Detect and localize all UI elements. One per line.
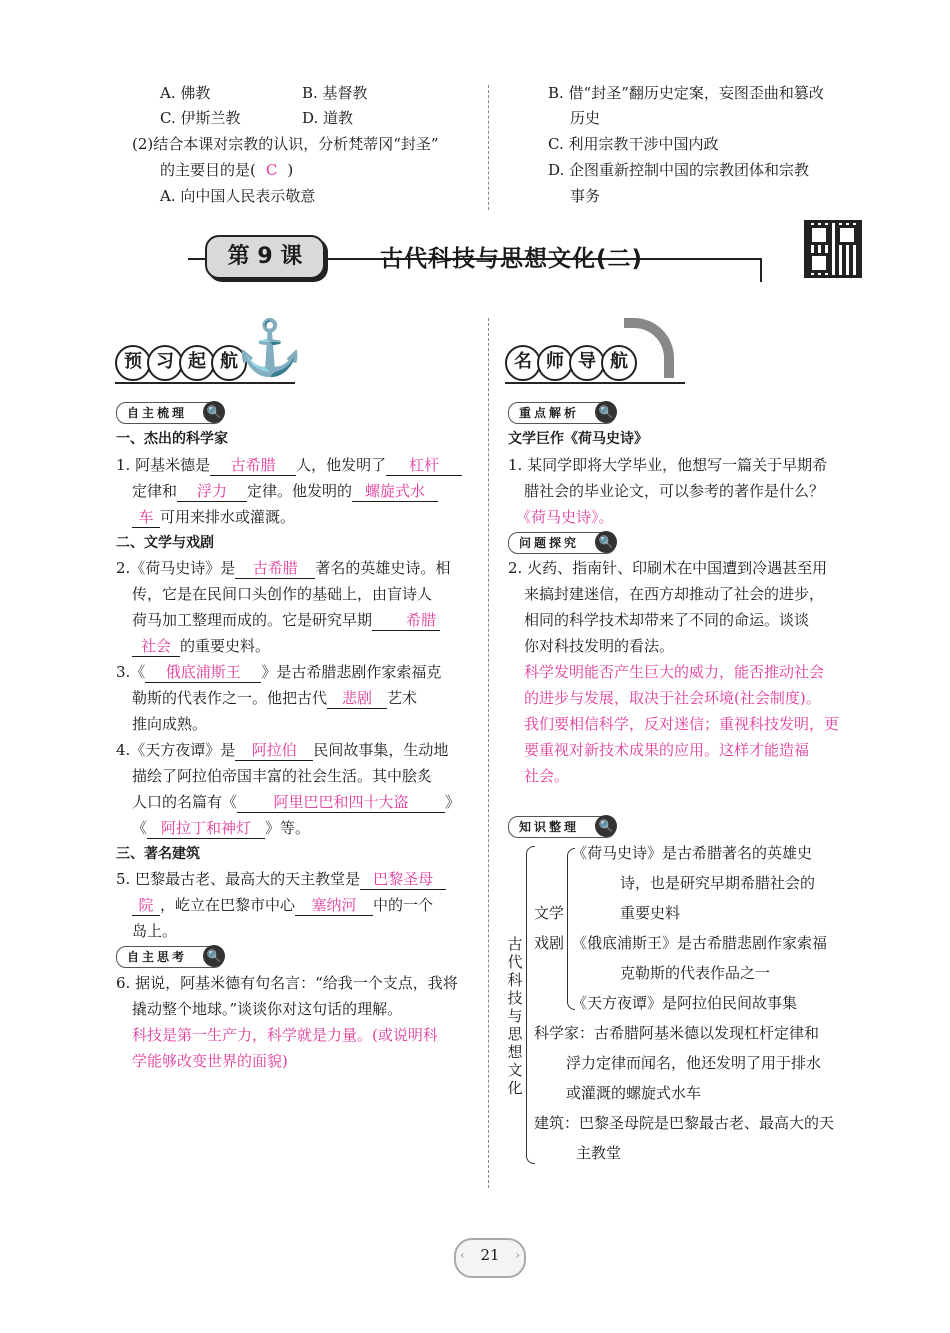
- r-q2-line3: 相同的科学技术却带来了不同的命运。谈谈: [524, 611, 810, 629]
- tag-problem-inquiry: 问题探究 🔍: [508, 532, 616, 554]
- section-banner-guide: 名 师 导 航: [505, 345, 633, 381]
- r-q2-line4: 你对科技发明的看法。: [524, 637, 675, 655]
- r-q2-line2: 来搞封建迷信，在西方却推动了社会的进步，: [524, 585, 825, 603]
- search-icon: 🔍: [203, 401, 225, 423]
- option-a: A. 佛教: [160, 84, 211, 102]
- option-b: B. 基督教: [302, 84, 368, 102]
- tree-brace-literature: [567, 848, 575, 1010]
- header-rule-end: [748, 258, 762, 282]
- q6-line2: 撬动整个地球。”谈谈你对这句话的理解。: [132, 1000, 403, 1018]
- tree-item-architecture-2: 主教堂: [576, 1144, 622, 1162]
- r-q2-answer-4: 要重视对新技术成果的应用。这样才能造福: [524, 741, 810, 759]
- tag-self-think: 自主思考 🔍: [116, 946, 224, 968]
- q5-line2: 院 ，屹立在巴黎市中心 塞纳河 中的一个: [132, 894, 433, 916]
- option-r-b1: B. 借“封圣”翻历史定案，妄图歪曲和篡改: [548, 84, 824, 102]
- question-2-answer: C: [265, 161, 278, 179]
- r-q2-line1: 2. 火药、指南针、印刷术在中国遭到冷遇甚至用: [508, 559, 828, 577]
- banner-rule-right: [505, 382, 685, 384]
- q2-line1: 2.《荷马史诗》是 古希腊 著名的英雄史诗。相: [116, 559, 451, 577]
- heading-homer: 文学巨作《荷马史诗》: [508, 431, 648, 447]
- q3-line2: 勒斯的代表作之一。他把古代 悲剧 艺术: [132, 689, 418, 707]
- tree-item-oedipus-1: 《俄底浦斯王》是古希腊悲剧作家索福: [572, 934, 828, 952]
- option-r-a: A. 向中国人民表示敬意: [160, 187, 316, 205]
- q6-answer-line2: 学能够改变世界的面貌): [132, 1052, 288, 1070]
- column-divider-top: [488, 85, 489, 210]
- tree-item-homer-2: 诗，也是研究早期希腊社会的: [620, 874, 816, 892]
- option-r-c: C. 利用宗教干涉中国内政: [548, 135, 719, 153]
- tree-item-nights: 《天方夜谭》是阿拉伯民间故事集: [572, 994, 798, 1012]
- search-icon: 🔍: [203, 945, 225, 967]
- search-icon: 🔍: [595, 531, 617, 553]
- r-q1-line2: 腊社会的毕业论文，可以参考的著作是什么？: [524, 482, 825, 500]
- column-divider-main: [488, 318, 489, 1188]
- tree-item-scientist-2: 浮力定律而闻名，他还发明了用于排水: [566, 1054, 822, 1072]
- q2-line3: 荷马加工整理而成的。它是研究早期 希腊: [132, 609, 440, 631]
- search-icon: 🔍: [595, 815, 617, 837]
- lesson-number-box: [205, 235, 325, 279]
- q1-line2: 定律和 浮力 定律。他发明的 螺旋式水: [132, 480, 438, 502]
- heading-architecture: 三、著名建筑: [116, 846, 200, 862]
- tree-item-oedipus-2: 克勒斯的代表作品之一: [620, 964, 771, 982]
- tag-knowledge-summary: 知识整理 🔍: [508, 816, 616, 838]
- tree-root: 古代科技与思想文化: [507, 935, 523, 1097]
- question-2-line2: 的主要目的是( C ): [160, 161, 294, 179]
- anchor-icon: ⚓: [236, 316, 304, 379]
- tag-self-review: 自主梳理 🔍: [116, 402, 224, 424]
- tree-item-scientist-1: 科学家：古希腊阿基米德以发现杠杆定律和: [534, 1024, 820, 1042]
- q4-line4: 《 阿拉丁和神灯 》等。: [132, 819, 311, 837]
- q2-line2: 传，它是在民间口头创作的基础上，由盲诗人: [132, 585, 433, 603]
- section-banner-preview: 预 习 起 航: [115, 345, 243, 381]
- option-r-b2: 历史: [570, 109, 601, 127]
- page-number-badge: [454, 1238, 526, 1278]
- r-q2-answer-2: 的进步与发展，取决于社会环境(社会制度)。: [524, 689, 821, 707]
- q1-line1: 1. 阿基米德是 古希腊 人，他发明了 杠杆: [116, 454, 462, 476]
- search-icon: 🔍: [595, 401, 617, 423]
- q6-line1: 6. 据说，阿基米德有句名言：“给我一个支点，我将: [116, 974, 458, 992]
- banner-rule-left: [115, 382, 295, 384]
- q5-line3: 岛上。: [132, 922, 178, 940]
- q6-answer-line1: 科技是第一生产力，科学就是力量。(或说明科: [132, 1026, 438, 1044]
- tree-literature: 文学: [534, 904, 565, 922]
- page-number: 21: [480, 1246, 500, 1264]
- q4-line3: 人口的名篇有《 阿里巴巴和四十大盗 》: [132, 793, 461, 811]
- tag-key-analysis: 重点解析 🔍: [508, 402, 616, 424]
- lesson-title: 古代科技与思想文化(二): [380, 246, 644, 272]
- option-d: D. 道教: [302, 109, 354, 127]
- heading-scientists: 一、杰出的科学家: [116, 431, 228, 447]
- option-r-d1: D. 企图重新控制中国的宗教团体和宗教: [548, 161, 810, 179]
- tree-item-homer-1: 《荷马史诗》是古希腊著名的英雄史: [572, 844, 813, 862]
- q3-line3: 推向成熟。: [132, 715, 208, 733]
- compass-icon: [624, 318, 674, 378]
- tree-drama: 戏剧: [534, 934, 565, 952]
- q4-line2: 描绘了阿拉伯帝国丰富的社会生活。其中脍炙: [132, 767, 433, 785]
- q5-line1: 5. 巴黎最古老、最高大的天主教堂是 巴黎圣母: [116, 868, 446, 890]
- r-q2-answer-1: 科学发明能否产生巨大的威力，能否推动社会: [524, 663, 825, 681]
- question-2-line1: (2)结合本课对宗教的认识，分析梵蒂冈“封圣”: [132, 135, 439, 153]
- r-q1-line1: 1. 某同学即将大学毕业，他想写一篇关于早期希: [508, 456, 828, 474]
- heading-literature: 二、文学与戏剧: [116, 535, 214, 551]
- option-c: C. 伊斯兰教: [160, 109, 241, 127]
- r-q1-answer: 《荷马史诗》。: [516, 508, 614, 526]
- tree-item-homer-3: 重要史料: [620, 904, 681, 922]
- q2-line4: 社会 的重要史料。: [132, 635, 270, 657]
- qr-code[interactable]: [804, 220, 862, 278]
- r-q2-answer-3: 我们要相信科学，反对迷信；重视科技发明，更: [524, 715, 840, 733]
- chevron-left-icon: ‹: [460, 1248, 465, 1262]
- option-r-d2: 事务: [570, 187, 601, 205]
- q3-line1: 3.《 俄底浦斯王 》是古希腊悲剧作家索福克: [116, 663, 442, 681]
- chevron-right-icon: ›: [515, 1248, 520, 1262]
- q4-line1: 4.《天方夜谭》是 阿拉伯 民间故事集，生动地: [116, 741, 449, 759]
- tree-item-scientist-3: 或灌溉的螺旋式水车: [566, 1084, 702, 1102]
- lesson-number: 第 9 课: [227, 244, 303, 269]
- r-q2-answer-5: 社会。: [524, 767, 570, 785]
- tree-item-architecture-1: 建筑：巴黎圣母院是巴黎最古老、最高大的天: [534, 1114, 835, 1132]
- q1-line3: 车 可用来排水或灌溉。: [132, 506, 295, 528]
